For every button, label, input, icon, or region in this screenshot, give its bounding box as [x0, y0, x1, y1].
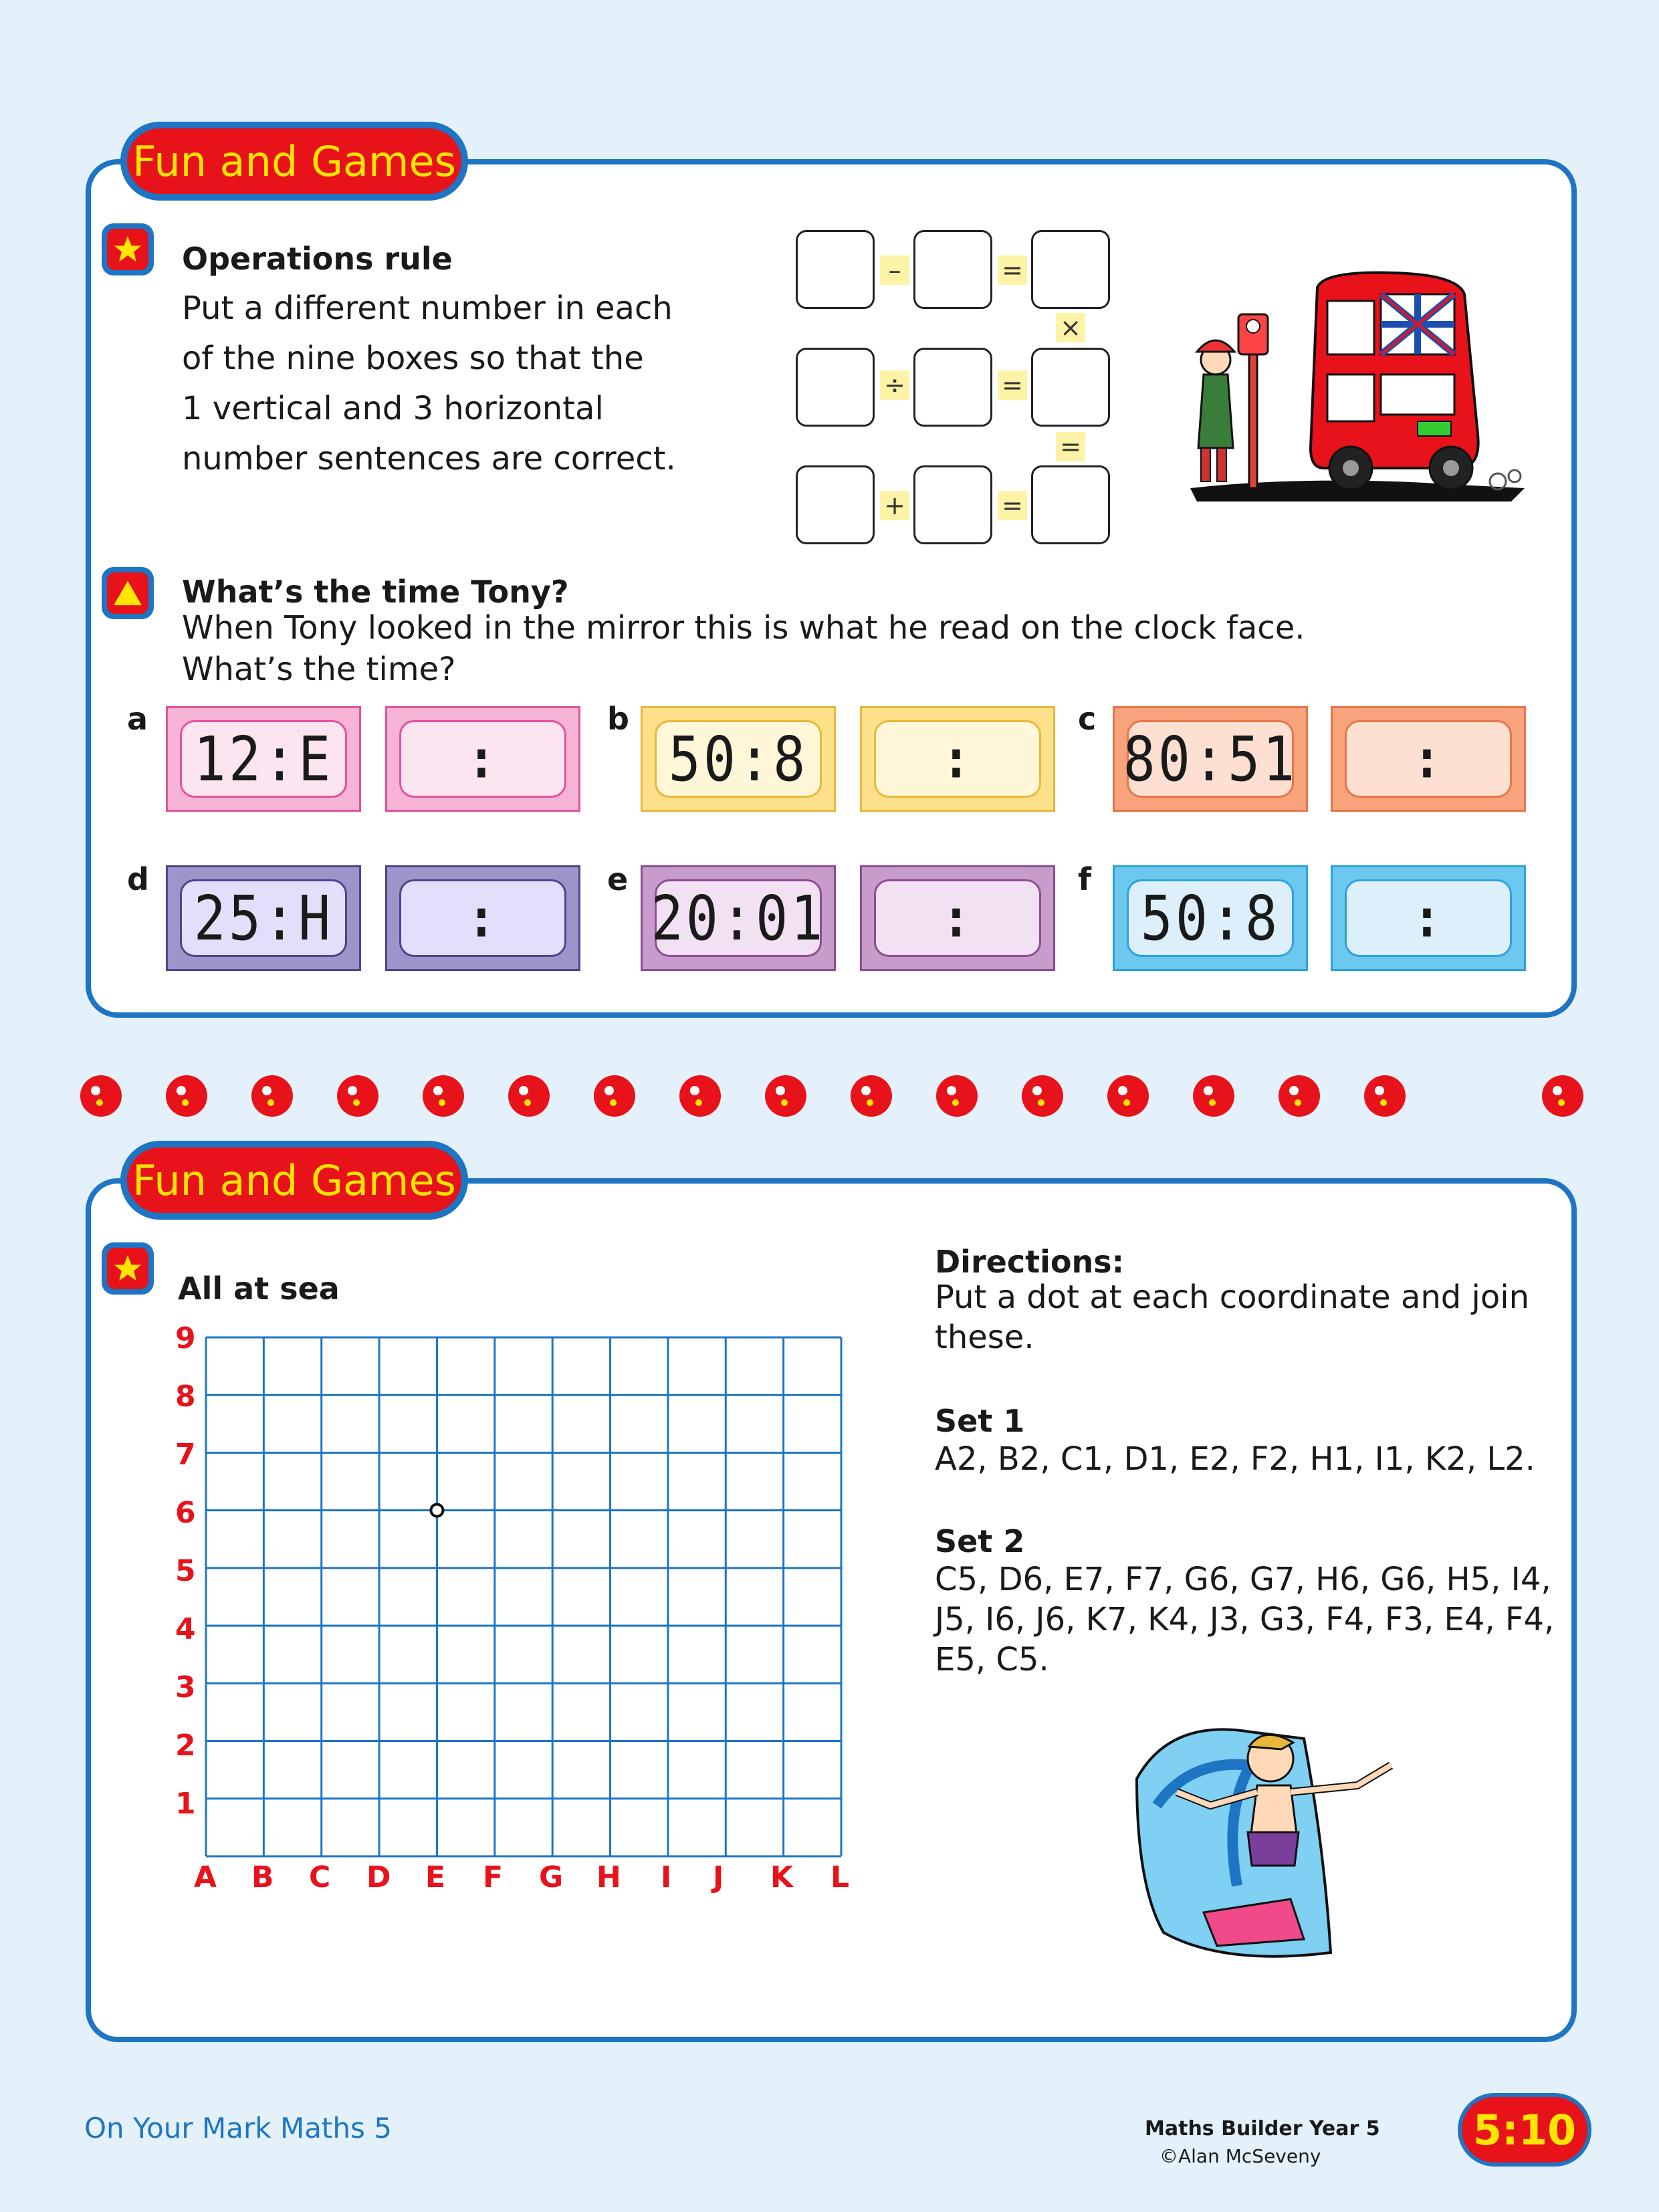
surfer-illustration	[1130, 1712, 1411, 1966]
mirror-time: 50:8	[1140, 882, 1281, 954]
mirror-time: 20:01	[651, 882, 826, 954]
x-label: A	[194, 1860, 217, 1894]
x-label: C	[309, 1860, 331, 1894]
mirror-time: 80:51	[1123, 723, 1298, 795]
footer-book-title: Maths Builder Year 5	[1145, 2117, 1380, 2140]
set-1-title: Set 1	[935, 1403, 1025, 1439]
footer-series-title: On Your Mark Maths 5	[84, 2112, 392, 2144]
answer-box[interactable]	[1031, 230, 1110, 309]
x-label: K	[770, 1860, 794, 1894]
x-label: D	[366, 1860, 391, 1894]
operations-rule-title: Operations rule	[182, 241, 453, 277]
operator: ÷	[880, 370, 909, 400]
answer-box[interactable]	[913, 465, 992, 544]
set-2-title: Set 2	[935, 1523, 1025, 1559]
clock-label-b: b	[607, 701, 629, 737]
mirror-clock-f	[1113, 865, 1308, 971]
star-badge-icon	[102, 223, 154, 275]
operator: =	[998, 491, 1027, 520]
y-label: 9	[175, 1321, 196, 1355]
y-label: 6	[175, 1496, 196, 1530]
tab-label: Fun and Games	[127, 1147, 461, 1213]
star-badge-icon	[102, 1242, 154, 1295]
answer-time: :	[1412, 886, 1444, 950]
x-label: B	[251, 1860, 274, 1894]
bus-stop-illustration	[1177, 267, 1538, 515]
answer-time: :	[467, 727, 499, 791]
y-label: 8	[175, 1379, 196, 1414]
answer-box[interactable]	[796, 465, 875, 544]
answer-clock-e[interactable]	[860, 865, 1055, 971]
operations-text-line-1: Put a different number in each	[182, 290, 673, 327]
clock-label-d: d	[127, 861, 149, 897]
directions-line-2: these.	[935, 1319, 1034, 1356]
clock-label-a: a	[127, 701, 148, 737]
mirror-time: 50:8	[668, 723, 808, 795]
example-point-marker	[431, 1505, 443, 1517]
operations-text-line-3: 1 vertical and 3 horizontal	[182, 390, 604, 427]
time-text-line-2: What’s the time?	[182, 651, 456, 688]
set-2-line-2: J5, I6, J6, K7, K4, J3, G3, F4, F3, E4, F4,	[935, 1601, 1555, 1638]
answer-box[interactable]	[913, 348, 992, 427]
y-label: 1	[175, 1787, 196, 1821]
mirror-time: 25:H	[193, 882, 334, 954]
x-label: E	[425, 1860, 446, 1894]
answer-box[interactable]	[913, 230, 992, 309]
answer-clock-a[interactable]	[385, 706, 580, 812]
answer-box[interactable]	[796, 348, 875, 427]
operator: =	[998, 255, 1027, 285]
answer-time: :	[942, 727, 974, 791]
answer-box[interactable]	[796, 230, 875, 309]
set-2-line-3: E5, C5.	[935, 1641, 1049, 1678]
time-title: What’s the time Tony?	[182, 574, 569, 610]
x-label: J	[713, 1860, 724, 1894]
answer-box[interactable]	[1031, 348, 1110, 427]
mirror-clock-e	[641, 865, 836, 971]
page-number: 5:10	[1458, 2093, 1591, 2167]
answer-clock-b[interactable]	[860, 706, 1055, 812]
x-label: I	[661, 1860, 672, 1894]
y-label: 7	[175, 1438, 196, 1472]
y-label: 4	[175, 1612, 196, 1646]
operations-text-line-2: of the nine boxes so that the	[182, 340, 644, 377]
directions-title: Directions:	[935, 1244, 1124, 1280]
x-label: H	[596, 1860, 621, 1894]
x-label: G	[539, 1860, 564, 1894]
fun-and-games-tab-1	[120, 122, 468, 201]
operator: =	[998, 370, 1027, 400]
tab-label: Fun and Games	[127, 128, 461, 194]
answer-clock-d[interactable]	[385, 865, 580, 971]
directions-line-1: Put a dot at each coordinate and join	[935, 1279, 1529, 1316]
time-text-line-1: When Tony looked in the mirror this is what he read on the clock face.	[182, 609, 1305, 647]
operator: =	[1056, 432, 1085, 461]
clock-label-f: f	[1078, 861, 1092, 897]
mirror-clock-d	[166, 865, 361, 971]
operations-text-line-4: number sentences are correct.	[182, 440, 676, 477]
set-2-line-1: C5, D6, E7, F7, G6, G7, H6, G6, H5, I4,	[935, 1561, 1551, 1598]
answer-box[interactable]	[1031, 465, 1110, 544]
mirror-clock-a	[166, 706, 361, 812]
mirror-clock-b	[641, 706, 836, 812]
mirror-clock-c	[1113, 706, 1308, 812]
x-label: L	[831, 1860, 850, 1894]
operator: –	[880, 255, 909, 285]
clock-label-e: e	[607, 861, 629, 897]
answer-time: :	[1412, 727, 1444, 791]
answer-clock-f[interactable]	[1331, 865, 1526, 971]
set-1-text: A2, B2, C1, D1, E2, F2, H1, I1, K2, L2.	[935, 1440, 1535, 1478]
y-label: 3	[175, 1670, 196, 1704]
operator: +	[880, 491, 909, 520]
answer-time: :	[467, 886, 499, 950]
answer-clock-c[interactable]	[1331, 706, 1526, 812]
answer-time: :	[942, 886, 974, 950]
mirror-time: 12:E	[193, 723, 334, 795]
y-label: 5	[175, 1554, 196, 1588]
coordinate-grid[interactable]	[205, 1336, 843, 1858]
x-label: F	[483, 1860, 504, 1894]
operator: ×	[1056, 313, 1085, 342]
y-label: 2	[175, 1729, 196, 1763]
clock-label-c: c	[1078, 701, 1097, 737]
footer-copyright: ©Alan McSeveny	[1159, 2145, 1321, 2167]
all-at-sea-title: All at sea	[178, 1270, 340, 1307]
fun-and-games-tab-2	[120, 1141, 468, 1220]
triangle-badge-icon	[102, 567, 154, 619]
